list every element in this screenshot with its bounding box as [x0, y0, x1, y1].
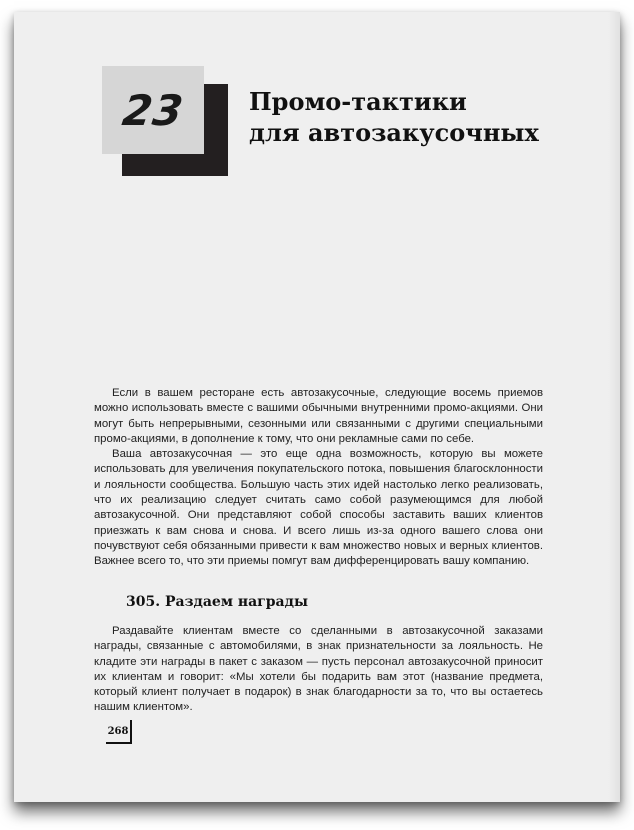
- section-paragraph: Раздавайте клиентам вместе со сделанными в автозакусочной заказами награды, связанные с автомобилями, в знак признательности за лояльность. Не кладите эти награды в пакет с заказом — пусть персонал автозакусочной приносит их клиентам и говорит: «Мы хотели бы подарить вам этот (название предмета, который клиент получает в подарок) в знак благодарности за то, что вы остаетесь нашим клиентом».: [94, 625, 543, 714]
- intro-paragraph-1: Если в вашем ресторане есть автозакусочные, следующие восемь приемов можно использовать вместе с вашими обычными внутренними промо-акциями. Они могут быть непрерывными, сезонными или связанными с другими специальными промо-акциями, в дополнение к тому, что они рекламные сами по себе.: [94, 387, 543, 445]
- intro-text: [94, 386, 543, 570]
- chapter-title: [249, 86, 539, 148]
- book-page: [14, 12, 620, 802]
- section-heading: 305. Раздаем награды: [126, 594, 308, 610]
- page-number: 268: [107, 725, 129, 737]
- page-number-box: [106, 720, 132, 744]
- chapter-title-line-1: Промо-тактики: [249, 87, 467, 116]
- chapter-number: 23: [119, 85, 187, 135]
- chapter-number-box: [102, 66, 204, 154]
- page-edge-shading: [608, 12, 620, 802]
- section-text: [94, 624, 543, 716]
- chapter-title-line-2: для автозакусочных: [249, 118, 539, 147]
- intro-paragraph-2: Ваша автозакусочная — это еще одна возможность, которую вы можете использовать для увеличения покупательского потока, повышения благосклонности и лояльности сообщества. Большую часть этих идей настолько легко реализовать, что их реализацию следует считать само собой разумеющимся для любой автозакусочной. Они представляют собой способы заставить ваших клиентов приезжать к вам снова и снова. И всего лишь из-за одного вашего слова они почувствуют себя обязанными привести к вам множество новых и верных клиентов. Важнее всего то, что эти приемы помгут вам дифференцировать вашу компанию.: [94, 448, 543, 568]
